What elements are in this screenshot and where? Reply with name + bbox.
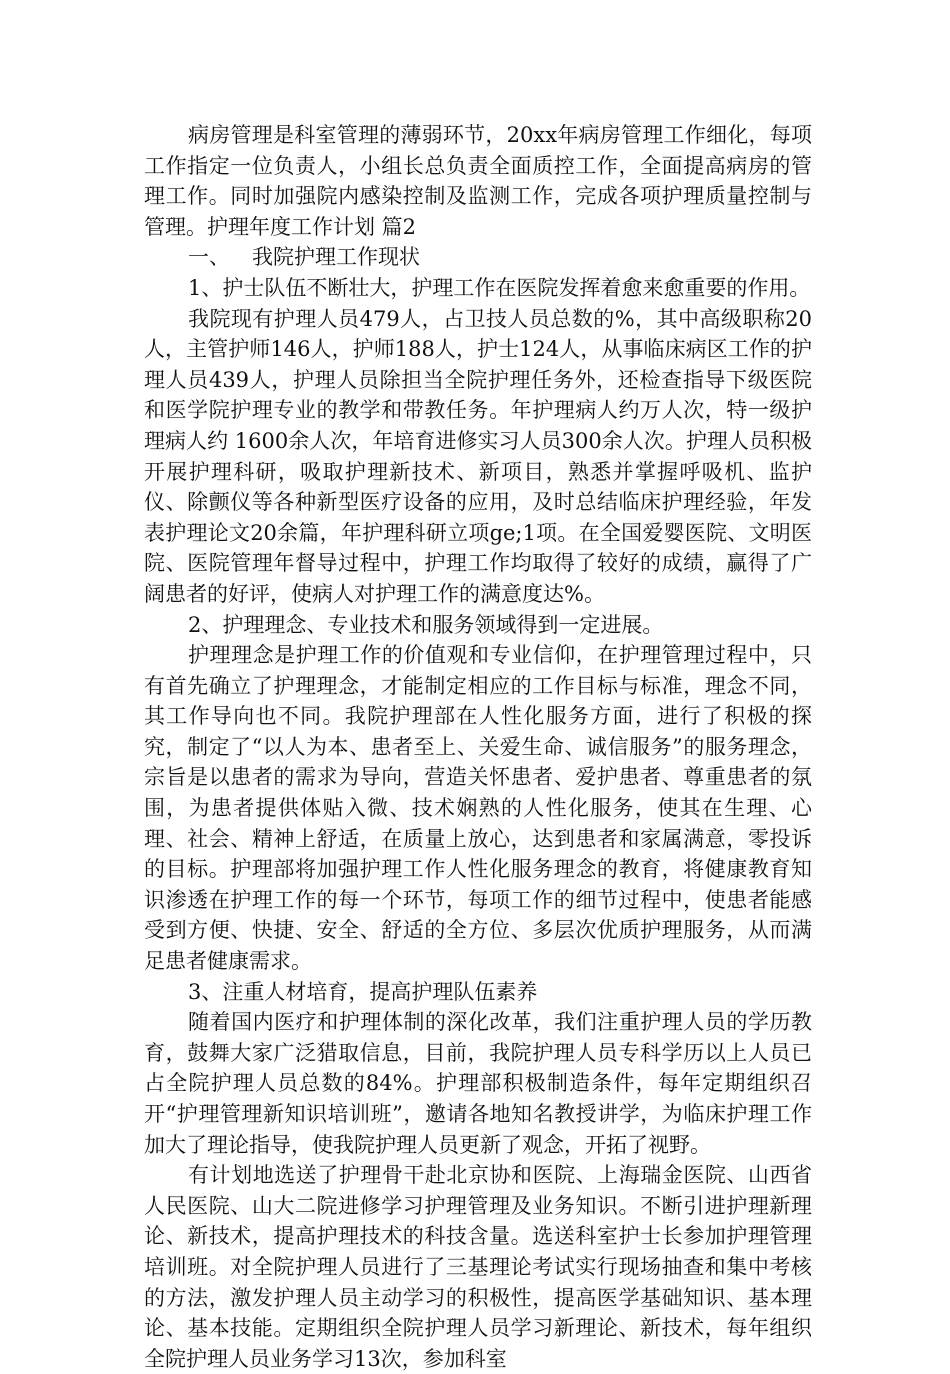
subheading-nurse-team: 1、护士队伍不断壮大，护理工作在医院发挥着愈来愈重要的作用。 xyxy=(188,275,811,300)
paragraph-staff-statistics: 我院现有护理人员479人，占卫技人员总数的%，其中高级职称20人，主管护师146人，护师188人，护士124人，从事临床病区工作的护理人员439人，护理人员除担当全院护理任务外，还检查指导下级医院和医学院护理专业的教学和带教任务。年护理病人约万人次，特一级护理病人约 1600余人次，年培育进修实习人员300余人次。护理人员积极开展护理科研，吸取护理新技术、新项目，熟悉并掌握呼吸机、监护仪、除颤仪等各种新型医疗设备的应用，及时总结临床护理经验，年发表护理论文20余篇，年护理科研立项ge;1项。在全国爱婴医院、文明医院、医院管理年督导过程中，护理工作均取得了较好的成绩，赢得了广阔患者的好评，使病人对护理工作的满意度达%。 xyxy=(144,306,812,606)
section-number: 一、 xyxy=(188,245,230,270)
section-title: 我院护理工作现状 xyxy=(252,245,420,270)
paragraph-nursing-concept: 护理理念是护理工作的价值观和专业信仰，在护理管理过程中，只有首先确立了护理理念，才能制定相应的工作目标与标准，理念不同，其工作导向也不同。我院护理部在人性化服务方面，进行了积极的探究，制定了“以人为本、患者至上、关爱生命、诚信服务”的服务理念，宗旨是以患者的需求为导向，营造关怀患者、爱护患者、尊重患者的氛围，为患者提供体贴入微、技术娴熟的人性化服务，使其在生理、心理、社会、精神上舒适，在质量上放心，达到患者和家属满意，零投诉的目标。护理部将加强护理工作人性化服务理念的教育，将健康教育知识渗透在护理工作的每一个环节，每项工作的细节过程中，使患者能感受到方便、快捷、安全、舒适的全方位、多层次优质护理服务，从而满足患者健康需求。 xyxy=(144,643,812,974)
paragraph-ward-management: 病房管理是科室管理的薄弱环节，20xx年病房管理工作细化，每项工作指定一位负责人，小组长总负责全面质控工作，全面提高病房的管理工作。同时加强院内感染控制及监测工作，完成各项护理质量控制与管理。护理年度工作计划 篇2 xyxy=(144,123,812,239)
subheading-talent-training: 3、注重人材培育，提高护理队伍素养 xyxy=(188,979,538,1004)
section-heading-current-status xyxy=(144,242,812,273)
paragraph-education: 随着国内医疗和护理体制的深化改革，我们注重护理人员的学历教育，鼓舞大家广泛猎取信息，目前，我院护理人员专科学历以上人员已占全院护理人员总数的84%。护理部积极制造条件，每年定期组织召开“护理管理新知识培训班”，邀请各地知名教授讲学，为临床护理工作加大了理论指导，使我院护理人员更新了观念，开拓了视野。 xyxy=(144,1010,812,1157)
paragraph-training-plan: 有计划地选送了护理骨干赴北京协和医院、上海瑞金医院、山西省人民医院、山大二院进修学习护理管理及业务知识。不断引进护理新理论、新技术，提高护理技术的科技含量。选送科室护士长参加护理管理培训班。对全院护理人员进行了三基理论考试实行现场抽查和集中考核的方法，激发护理人员主动学习的积极性，提高医学基础知识、基本理论、基本技能。定期组织全院护理人员学习新理论、新技术，每年组织全院护理人员业务学习13次，参加科室 xyxy=(144,1163,812,1371)
document-body xyxy=(144,120,812,1374)
subheading-nursing-concept: 2、护理理念、专业技术和服务领域得到一定进展。 xyxy=(188,612,664,637)
